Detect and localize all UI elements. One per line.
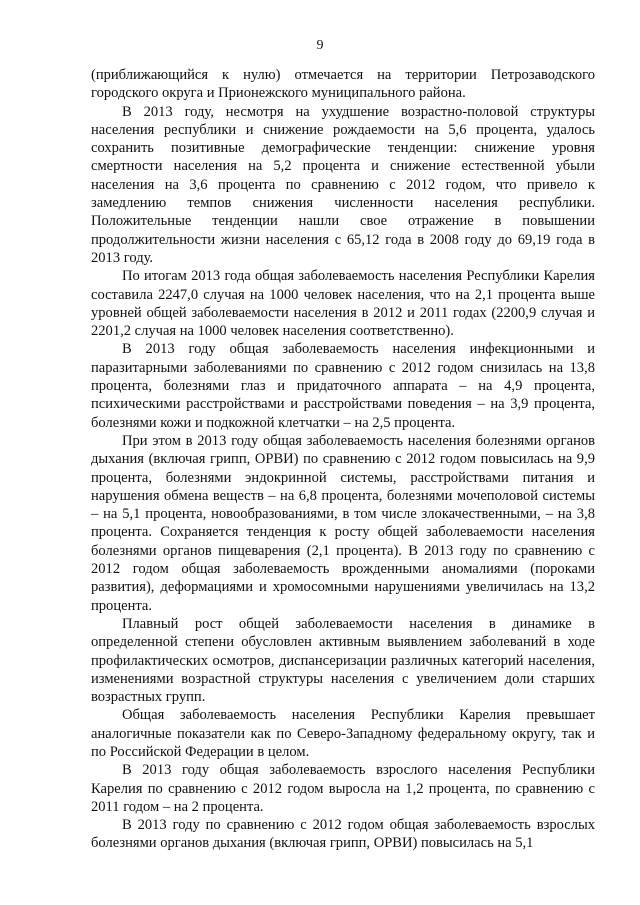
paragraph: (приближающийся к нулю) отмечается на территории Петрозаводского городского округа и Прионежского муниципального района.	[91, 67, 595, 102]
document-body	[91, 66, 595, 853]
paragraph: По итогам 2013 года общая заболеваемость населения Республики Карелия составила 2247,0 случая на 1000 человек населения, что на 2,1 процента выше уровней общей заболеваемости населения в 2012 и 2011 годах (2200,9 случая и 2201,2 случая на 1000 человек населения соответственно).	[91, 268, 595, 340]
paragraph: В 2013 году по сравнению с 2012 годом общая заболеваемость взрослых болезнями органов дыхания (включая грипп, ОРВИ) повысилась на 5,1	[91, 817, 595, 852]
paragraph: В 2013 году общая заболеваемость населения инфекционными и паразитарными заболеваниями по сравнению с 2012 годом снизилась на 13,8 процента, болезнями глаз и придаточного аппарата – на 4,9 процента, психическими расстройствами и расстройствами поведения – на 3,9 процента, болезнями кожи и подкожной клетчатки – на 2,5 процента.	[91, 341, 595, 431]
paragraph: В 2013 году общая заболеваемость взрослого населения Республики Карелия по сравнению с 2012 годом выросла на 1,2 процента, по сравнению с 2011 годом – на 2 процента.	[91, 762, 595, 815]
paragraph: При этом в 2013 году общая заболеваемость населения болезнями органов дыхания (включая грипп, ОРВИ) по сравнению с 2012 годом повысилась на 9,9 процента, болезнями эндокринной системы, расстройствами питания и нарушения обмена веществ – на 6,8 процента, болезнями мочеполовой системы – на 5,1 процента, новообразованиями, в том числе злокачественными, – на 3,8 процента. Сохраняется тенденция к росту общей заболеваемости населения болезнями органов пищеварения (2,1 процента). В 2013 году по сравнению с 2012 годом общая заболеваемость врожденными аномалиями (пороками развития), деформациями и хромосомными нарушениями увеличилась на 13,2 процента.	[91, 432, 595, 614]
page-number: 9	[316, 38, 324, 53]
paragraph: Плавный рост общей заболеваемости населения в динамике в определенной степени обусловлен активным выявлением заболеваний в ходе профилактических осмотров, диспансеризации различных категорий населения, изменениями возрастной структуры населения с увеличением доли старших возрастных групп.	[91, 615, 595, 706]
paragraph: В 2013 году, несмотря на ухудшение возрастно-половой структуры населения республики и снижение рождаемости на 5,6 процента, удалось сохранить позитивные демографические тенденции: снижение уровня смертности населения на 5,2 процента и снижение естественной убыли населения на 3,6 процента по сравнению с 2012 годом, что привело к замедлению темпов снижения численности населения республики. Положительные тенденции нашли свое отражение в повышении продолжительности жизни населения с 65,12 года в 2008 году до 69,19 года в 2013 году.	[91, 103, 595, 266]
paragraph: Общая заболеваемость населения Республики Карелия превышает аналогичные показатели как по Северо-Западному федеральному округу, так и по Российской Федерации в целом.	[91, 707, 595, 760]
